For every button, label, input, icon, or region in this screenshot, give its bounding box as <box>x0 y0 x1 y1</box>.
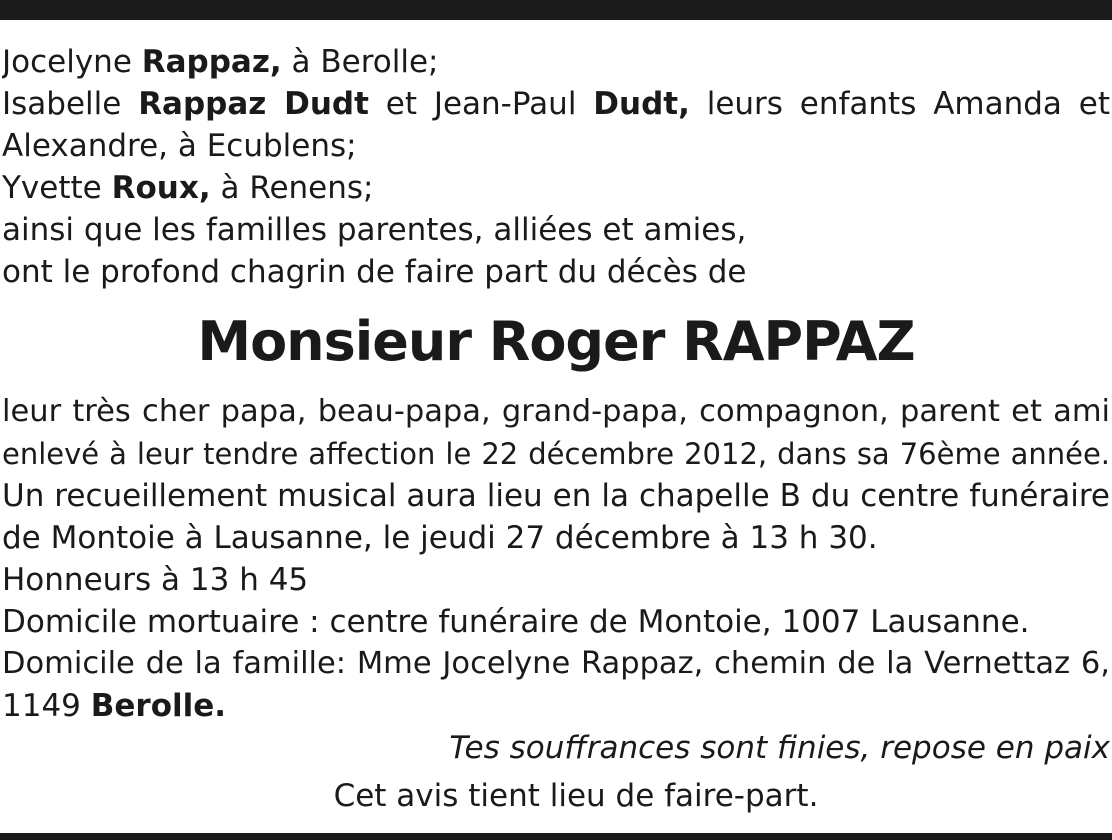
family-text: leurs enfants Amanda et <box>689 86 1110 122</box>
bottom-rule <box>0 833 1112 840</box>
details-line: Honneurs à 13 h 45 <box>2 562 309 598</box>
announcement-line: ont le profond chagrin de faire part du décès de <box>2 254 747 290</box>
footer-note: Cet avis tient lieu de faire-part. <box>333 778 819 814</box>
family-text: à Renens; <box>210 170 374 206</box>
family-surname: Rappaz Dudt <box>138 86 369 122</box>
death-notice <box>2 41 1110 817</box>
details-line: enlevé à leur tendre affection le 22 décembre 2012, dans sa 76ème année. <box>2 437 1110 471</box>
family-line <box>2 167 1110 209</box>
motto: Tes souffrances sont finies, repose en paix <box>449 730 1110 766</box>
details-line: Un recueillement musical aura lieu en la chapelle B du centre funéraire <box>2 478 1110 514</box>
family-text: Yvette <box>2 170 112 206</box>
details-line <box>2 685 1110 727</box>
details-text: 1149 <box>2 688 91 724</box>
family-text: Jocelyne <box>2 44 142 80</box>
family-text: et Jean-Paul <box>368 86 594 122</box>
family-surname: Dudt, <box>593 86 690 122</box>
family-line <box>2 41 1110 83</box>
details-line: Domicile de la famille: Mme Jocelyne Rappaz, chemin de la Vernettaz 6, <box>2 646 1110 681</box>
family-text: à Berolle; <box>281 44 439 80</box>
family-surname: Rappaz, <box>141 44 282 80</box>
details-line: Domicile mortuaire : centre funéraire de Montoie, 1007 Lausanne. <box>2 604 1030 640</box>
family-surname: Roux, <box>111 170 211 206</box>
family-line: ainsi que les familles parentes, alliées et amies, <box>2 212 747 248</box>
deceased-name: Monsieur Roger RAPPAZ <box>197 310 915 373</box>
details-town: Berolle. <box>90 688 227 724</box>
family-line: Alexandre, à Ecublens; <box>2 128 357 164</box>
top-rule <box>0 0 1112 20</box>
deceased-name-block <box>2 293 1110 391</box>
details-line: leur très cher papa, beau-papa, grand-papa, compagnon, parent et ami <box>2 394 1110 429</box>
family-text: Isabelle <box>2 86 139 122</box>
family-line <box>2 83 1110 125</box>
details-line: de Montoie à Lausanne, le jeudi 27 décembre à 13 h 30. <box>2 520 878 556</box>
